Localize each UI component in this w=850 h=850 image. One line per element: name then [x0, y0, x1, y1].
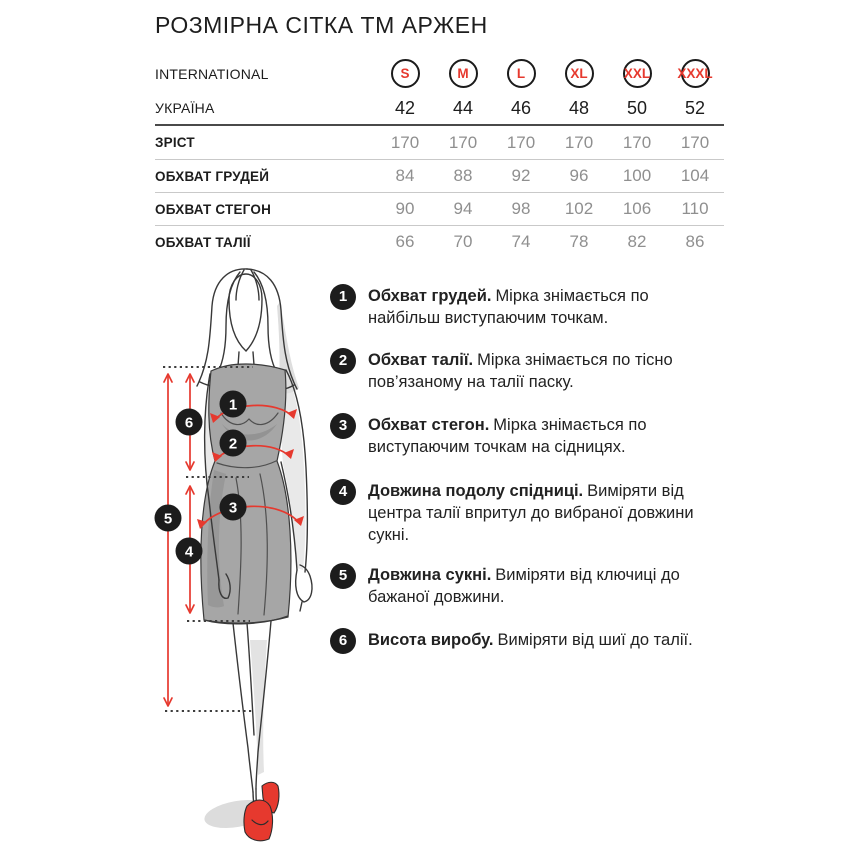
legend-number-badge: 5 — [330, 563, 356, 589]
ukraine-size: 46 — [510, 97, 532, 118]
page-title: РОЗМІРНА СІТКА ТМ АРЖЕН — [155, 12, 488, 38]
cell-value: 90 — [395, 199, 415, 218]
table-row-waist — [155, 225, 724, 258]
cell-value: 106 — [622, 199, 652, 218]
cell-value: 70 — [453, 232, 473, 251]
cell-value: 104 — [680, 166, 710, 185]
cell-value: 82 — [627, 232, 647, 251]
legend-number-badge: 4 — [330, 479, 356, 505]
legend-term: Довжина сукні. — [368, 566, 492, 584]
cell-value: 78 — [569, 232, 589, 251]
legend-item-2 — [330, 349, 698, 393]
ukraine-size: 50 — [626, 97, 648, 118]
cell-value: 100 — [622, 166, 652, 185]
measurement-figure — [120, 265, 340, 850]
row-label: ОБХВАТ ГРУДЕЙ — [155, 168, 270, 184]
cell-value: 86 — [685, 232, 705, 251]
cell-value: 96 — [569, 166, 589, 185]
legend-item-6 — [330, 629, 698, 651]
row-label: ОБХВАТ СТЕГОН — [155, 201, 272, 217]
ukraine-size: 44 — [452, 97, 474, 118]
legend-term: Обхват талії. — [368, 351, 474, 369]
size-badge-s: S — [391, 59, 420, 88]
ukraine-label: УКРАЇНА — [155, 100, 215, 116]
row-label: ЗРІСТ — [155, 135, 195, 150]
legend-item-4 — [330, 480, 698, 546]
ukraine-size: 48 — [568, 97, 590, 118]
figure-marker-5 — [155, 505, 182, 532]
cell-value: 92 — [511, 166, 531, 185]
svg-text:4: 4 — [184, 543, 194, 561]
cell-value: 170 — [390, 132, 420, 152]
cell-value: 170 — [448, 132, 478, 152]
cell-value: 66 — [395, 232, 415, 251]
ukraine-size: 42 — [394, 97, 416, 118]
figure-marker-2 — [220, 430, 247, 457]
figure-marker-4 — [176, 538, 203, 565]
legend-number-badge: 1 — [330, 284, 356, 310]
legend-term: Довжина подолу спідниці. — [368, 482, 584, 500]
table-row-international — [155, 55, 724, 92]
figure-illustration-svg — [120, 265, 340, 850]
legend-desc: Мірка знімається по тісно пов’язаному на талії паску. — [368, 351, 673, 391]
cell-value: 102 — [564, 199, 594, 218]
high-heel-shoes — [244, 782, 279, 841]
legend-desc: Мірка знімається по найбільш виступаючим точкам. — [368, 287, 649, 327]
table-row-ukraine — [155, 92, 724, 126]
legend-item-1 — [330, 285, 698, 329]
svg-text:3: 3 — [228, 499, 238, 517]
cell-value: 88 — [453, 166, 473, 185]
cell-value: 84 — [395, 166, 415, 185]
cell-value: 98 — [511, 199, 531, 218]
svg-text:2: 2 — [228, 435, 238, 453]
ukraine-size: 52 — [684, 97, 706, 118]
cell-value: 94 — [453, 199, 473, 218]
size-badge-l: L — [507, 59, 536, 88]
face — [229, 274, 262, 366]
figure-marker-6 — [176, 409, 203, 436]
svg-text:6: 6 — [184, 414, 194, 432]
legend-desc: Виміряти від центра талії впритул до вибраної довжини сукні. — [368, 482, 694, 544]
legend-number-badge: 6 — [330, 628, 356, 654]
legend-term: Висота виробу. — [368, 631, 494, 649]
size-badge-xxxl: XXXL — [681, 59, 710, 88]
figure-marker-3 — [220, 494, 247, 521]
table-row-height — [155, 126, 724, 159]
legend-term: Обхват грудей. — [368, 287, 492, 305]
legend-item-5 — [330, 564, 698, 608]
legend-desc: Мірка знімається по виступаючим точкам на сідницях. — [368, 416, 647, 456]
row-label: ОБХВАТ ТАЛІЇ — [155, 234, 251, 250]
cell-value: 74 — [511, 232, 531, 251]
legend-item-3 — [330, 414, 698, 458]
size-badge-xxl: XXL — [623, 59, 652, 88]
legend-desc: Виміряти від ключиці до бажаної довжини. — [368, 566, 680, 606]
legend-number-badge: 3 — [330, 413, 356, 439]
cell-value: 170 — [680, 132, 710, 152]
cell-value: 170 — [506, 132, 536, 152]
size-table — [155, 55, 724, 258]
international-label: INTERNATIONAL — [155, 65, 269, 82]
figure-marker-1 — [220, 391, 247, 418]
legend-desc: Виміряти від шиї до талії. — [497, 631, 693, 649]
cell-value: 170 — [564, 132, 594, 152]
svg-text:5: 5 — [163, 510, 173, 528]
size-badge-m: M — [449, 59, 478, 88]
size-badge-xl: XL — [565, 59, 594, 88]
legend-term: Обхват стегон. — [368, 416, 490, 434]
cell-value: 170 — [622, 132, 652, 152]
table-row-hips — [155, 192, 724, 225]
svg-text:1: 1 — [228, 396, 238, 414]
legend-number-badge: 2 — [330, 348, 356, 374]
table-row-chest — [155, 159, 724, 192]
cell-value: 110 — [681, 199, 709, 218]
